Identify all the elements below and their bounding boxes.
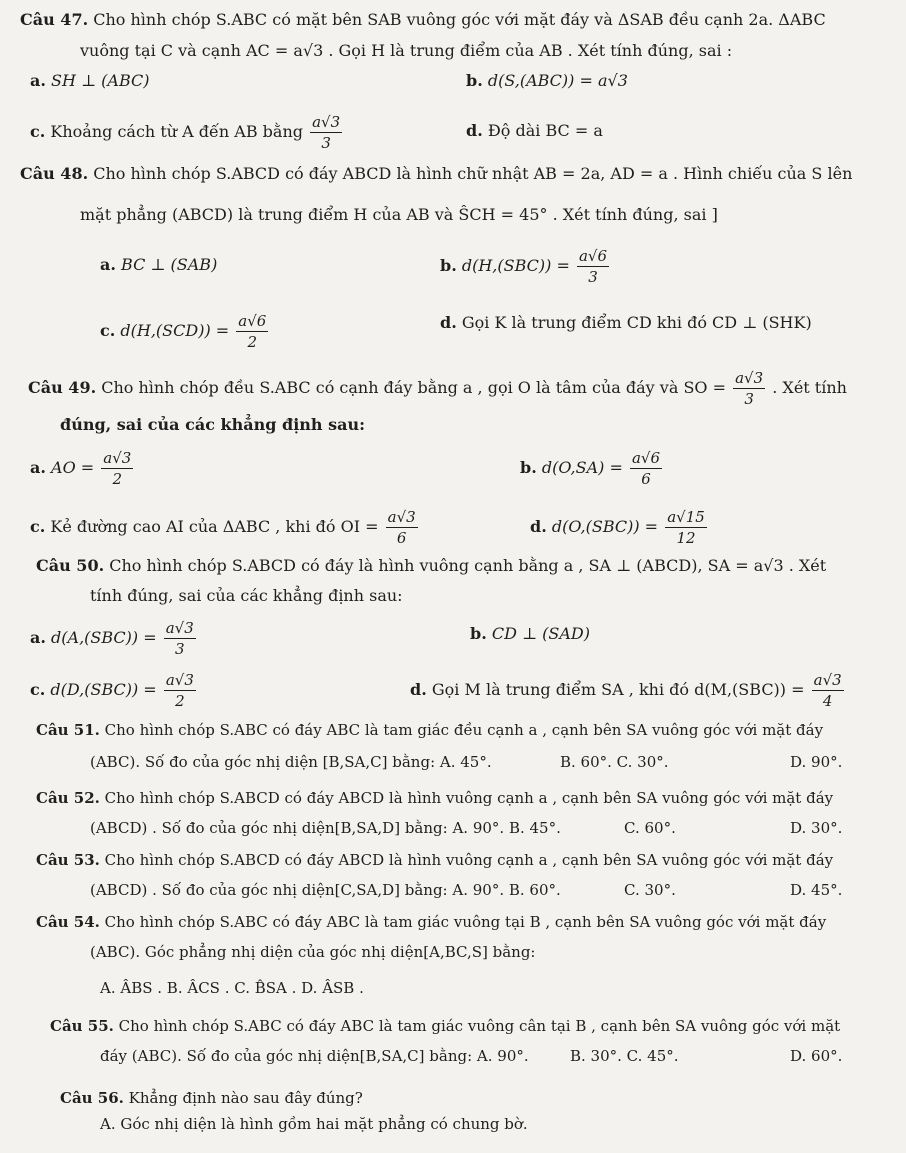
q49-a: a. AO = $\frac{a√3}{2}$ — [30, 449, 132, 488]
q56-line1: Câu 56. Khẳng định nào sau đây đúng? — [60, 1089, 363, 1107]
q52-line1: Câu 52. Cho hình chóp S.ABCD có đáy ABCD là hình vuông cạnh a , cạnh bên SA vuông góc với mặt đáy — [36, 789, 834, 807]
q47-d: d. Độ dài BC = a — [466, 121, 603, 140]
q51-options-bc: B. 60°. C. 30°. — [560, 753, 669, 771]
q51-option-d: D. 90°. — [790, 753, 843, 771]
q54-line2: (ABC). Góc phẳng nhị diện của góc nhị diện[A,BC,S] bằng: — [90, 943, 536, 961]
q47-line2 — [80, 41, 732, 61]
q55-option-d: D. 60°. — [790, 1047, 843, 1065]
q49-line1: Câu 49. Cho hình chóp đều S.ABC có cạnh đáy bằng a , gọi O là tâm của đáy và SO = $\frac{a√3}{3}$ . Xét tính — [28, 369, 847, 408]
q48-c-fraction: $\frac{a√6}{2}$ — [238, 312, 267, 351]
q52-option-c: C. 60°. — [624, 819, 676, 837]
q47-stem-2: vuông tại C và cạnh AC = a√3 . Gọi H là trung điểm của AB . Xét tính đúng, sai : — [80, 41, 733, 60]
q50-c-fraction: $\frac{a√3}{2}$ — [165, 671, 194, 710]
q48-a: a. BC ⊥ (SAB) — [100, 255, 218, 274]
q47-c: c. Khoảng cách từ A đến AB bằng $\frac{a√3}{3}$ — [30, 113, 341, 152]
q53-option-d: D. 45°. — [790, 881, 843, 899]
q47-stem-1: Cho hình chóp S.ABC có mặt bên SAB vuông góc với mặt đáy và ΔSAB đều cạnh 2a. ΔABC — [93, 10, 826, 29]
q50-b: b. CD ⊥ (SAD) — [470, 624, 590, 643]
q49-b: b. d(O,SA) = $\frac{a√6}{6}$ — [520, 449, 660, 488]
q55-options-bc: B. 30°. C. 45°. — [570, 1047, 679, 1065]
q47-line1 — [20, 10, 826, 30]
q55-line2: đáy (ABC). Số đo của góc nhị diện[B,SA,C] bằng: A. 90°. — [100, 1047, 529, 1065]
q49-b-fraction: $\frac{a√6}{6}$ — [631, 449, 660, 488]
q48-d: d. Gọi K là trung điểm CD khi đó CD ⊥ (SHK) — [440, 313, 812, 332]
q50-c: c. d(D,(SBC)) = $\frac{a√3}{2}$ — [30, 671, 194, 710]
q49-so-fraction: $\frac{a√3}{3}$ — [735, 369, 764, 408]
q49-a-fraction: $\frac{a√3}{2}$ — [103, 449, 132, 488]
q55-line1: Câu 55. Cho hình chóp S.ABC có đáy ABC là tam giác vuông cân tại B , cạnh bên SA vuông góc với mặt — [50, 1017, 841, 1035]
q47-title: Câu 47. — [20, 10, 89, 29]
q48-b: b. d(H,(SBC)) = $\frac{a√6}{3}$ — [440, 247, 607, 286]
q54-line1: Câu 54. Cho hình chóp S.ABC có đáy ABC là tam giác vuông tại B , cạnh bên SA vuông góc với mặt đáy — [36, 913, 827, 931]
q54-options: A. ÂBS . B. ÂCS . C. B̂SA . D. ÂSB . — [100, 979, 364, 997]
q51-line2: (ABC). Số đo của góc nhị diện [B,SA,C] bằng: A. 45°. — [90, 753, 492, 771]
q53-line2: (ABCD) . Số đo của góc nhị diện[C,SA,D] bằng: A. 90°. B. 60°. — [90, 881, 561, 899]
q47-b: b. d(S,(ABC)) = a√3 — [466, 71, 628, 90]
q53-option-c: C. 30°. — [624, 881, 676, 899]
q50-d: d. Gọi M là trung điểm SA , khi đó d(M,(SBC)) = $\frac{a√3}{4}$ — [410, 671, 842, 710]
q49-c: c. Kẻ đường cao AI của ΔABC , khi đó OI = $\frac{a√3}{6}$ — [30, 508, 416, 547]
q50-line1: Câu 50. Cho hình chóp S.ABCD có đáy là hình vuông cạnh bằng a , SA ⊥ (ABCD), SA = a√3 . Xét — [36, 556, 827, 575]
q52-line2: (ABCD) . Số đo của góc nhị diện[B,SA,D] bằng: A. 90°. B. 45°. — [90, 819, 561, 837]
q50-line2: tính đúng, sai của các khẳng định sau: — [90, 586, 403, 605]
q48-line1: Câu 48. Cho hình chóp S.ABCD có đáy ABCD là hình chữ nhật AB = 2a, AD = a . Hình chiếu của S lên — [20, 164, 853, 183]
q49-d-fraction: $\frac{a√15}{12}$ — [667, 508, 705, 547]
q50-d-fraction: $\frac{a√3}{4}$ — [813, 671, 842, 710]
q47-a: a. SH ⊥ (ABC) — [30, 71, 150, 90]
q49-line2: đúng, sai của các khẳng định sau: — [60, 415, 366, 434]
q48-b-fraction: $\frac{a√6}{3}$ — [578, 247, 607, 286]
q47-c-fraction: $\frac{a√3}{3}$ — [312, 113, 341, 152]
q49-d: d. d(O,(SBC)) = $\frac{a√15}{12}$ — [530, 508, 705, 547]
q53-line1: Câu 53. Cho hình chóp S.ABCD có đáy ABCD là hình vuông cạnh a , cạnh bên SA vuông góc với mặt đáy — [36, 851, 834, 869]
q50-a-fraction: $\frac{a√3}{3}$ — [165, 619, 194, 658]
q49-c-fraction: $\frac{a√3}{6}$ — [387, 508, 416, 547]
q50-a: a. d(A,(SBC)) = $\frac{a√3}{3}$ — [30, 619, 194, 658]
q56-option-a: A. Góc nhị diện là hình gồm hai mặt phẳng có chung bờ. — [100, 1115, 528, 1133]
q48-line2: mặt phẳng (ABCD) là trung điểm H của AB và ŜCH = 45° . Xét tính đúng, sai ] — [80, 205, 718, 224]
q52-option-d: D. 30°. — [790, 819, 843, 837]
q48-c: c. d(H,(SCD)) = $\frac{a√6}{2}$ — [100, 312, 267, 351]
q51-line1: Câu 51. Cho hình chóp S.ABC có đáy ABC là tam giác đều cạnh a , cạnh bên SA vuông góc với mặt đáy — [36, 721, 824, 739]
